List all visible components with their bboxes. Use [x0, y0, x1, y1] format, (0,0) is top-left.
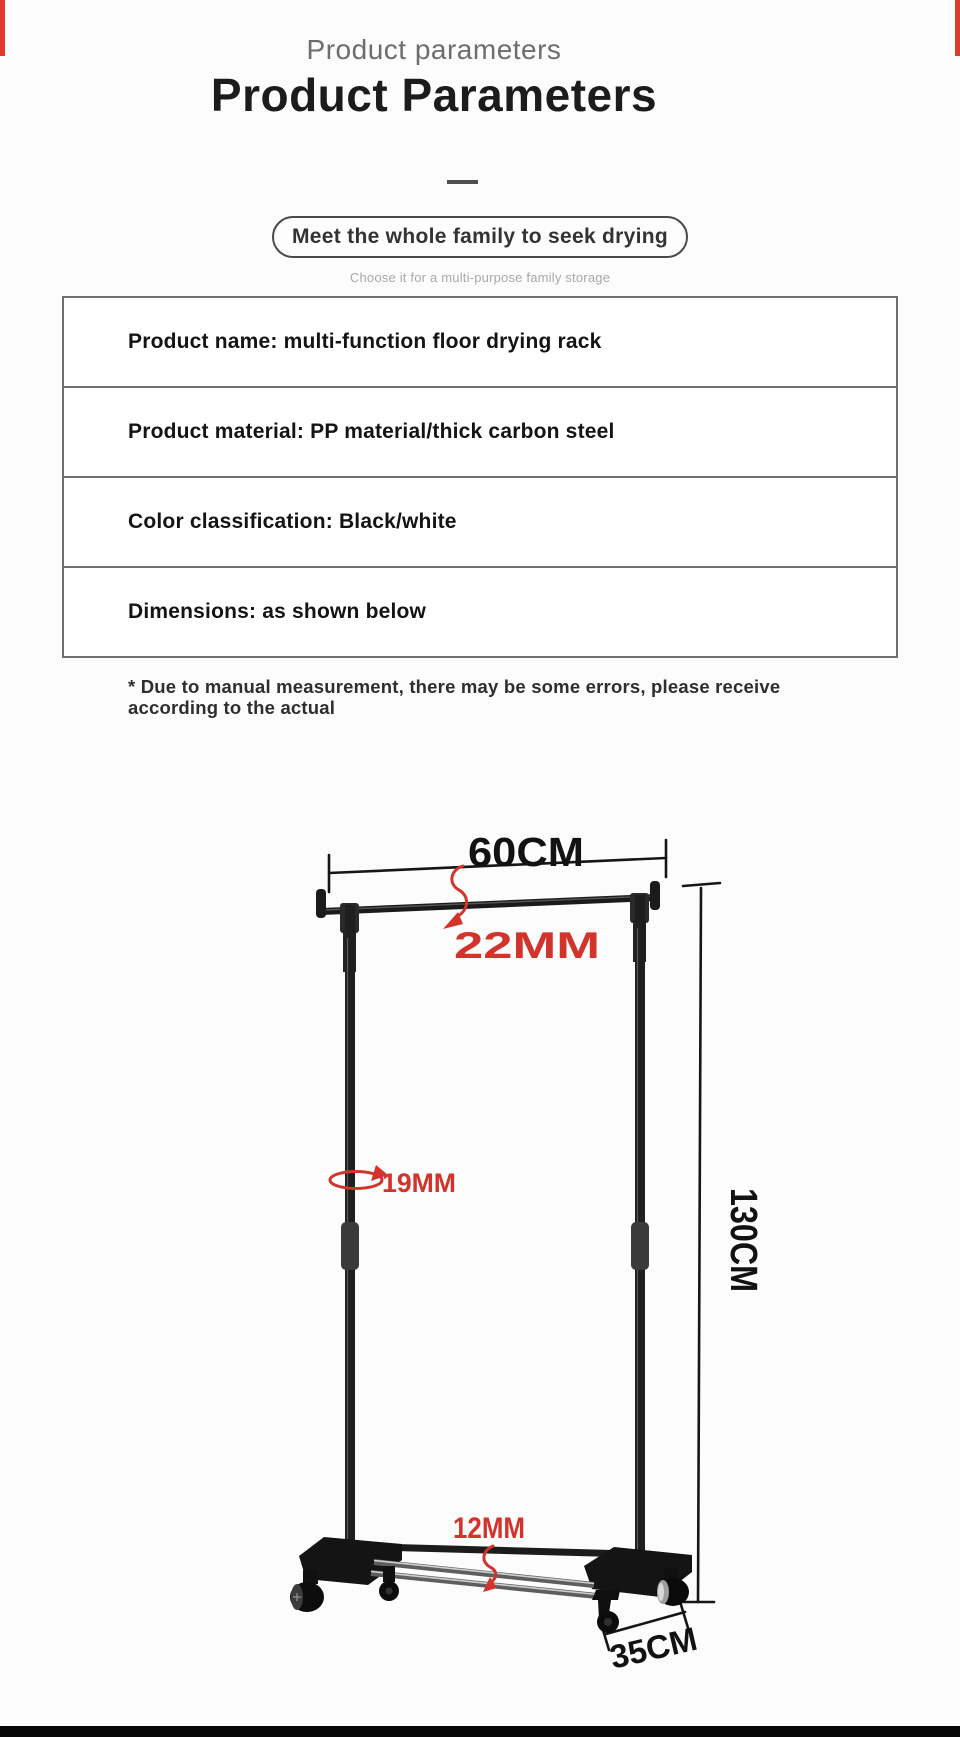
height-dimension [683, 883, 764, 1602]
front-right-caster-wheel [592, 1590, 620, 1633]
spec-row-product-name: Product name: multi-function floor drying rack [64, 298, 896, 388]
title-divider-dash [447, 180, 478, 184]
height-label: 130CM [722, 1188, 764, 1311]
pole-tube-diameter-label: 19MM [382, 1168, 456, 1198]
page-title: Product Parameters [210, 69, 658, 121]
spec-row-color-classification: Color classification: Black/white [64, 478, 896, 568]
spec-row-product-material: Product material: PP material/thick carbon steel [64, 388, 896, 478]
bottom-black-bar [0, 1726, 960, 1737]
left-pole-sleeve [341, 1222, 359, 1270]
hanger-tube-diameter-label: 22MM [454, 925, 600, 966]
dimension-diagram [0, 740, 960, 1735]
depth-dimension [600, 1598, 700, 1676]
width-label: 60CM [468, 829, 584, 875]
section-eyebrow: Product parameters [306, 34, 562, 65]
width-dimension [329, 829, 666, 892]
right-end-stopper [650, 881, 660, 910]
base-tube-diameter-label: 12MM [453, 1512, 525, 1545]
banner-pill [272, 216, 688, 258]
section-subtitle: Choose it for a multi-purpose family storage [349, 270, 611, 285]
depth-label: 35CM [606, 1619, 701, 1676]
hanger-tube-annotation [443, 866, 600, 966]
left-end-stopper [316, 889, 326, 918]
right-pole-sleeve [631, 1222, 649, 1270]
height-dimension-tick-top [683, 883, 720, 886]
measurement-note: * Due to manual measurement, there may be some errors, please receive according to the actual [128, 676, 781, 718]
spec-table [62, 296, 898, 658]
top-hanger-tube [321, 894, 655, 915]
base-rail-front-highlight [374, 1561, 594, 1584]
banner-pill-label: Meet the whole family to seek drying [291, 225, 669, 248]
right-edge-red-strip [955, 0, 960, 56]
height-dimension-line [698, 888, 701, 1602]
spec-row-dimensions: Dimensions: as shown below [128, 600, 427, 623]
